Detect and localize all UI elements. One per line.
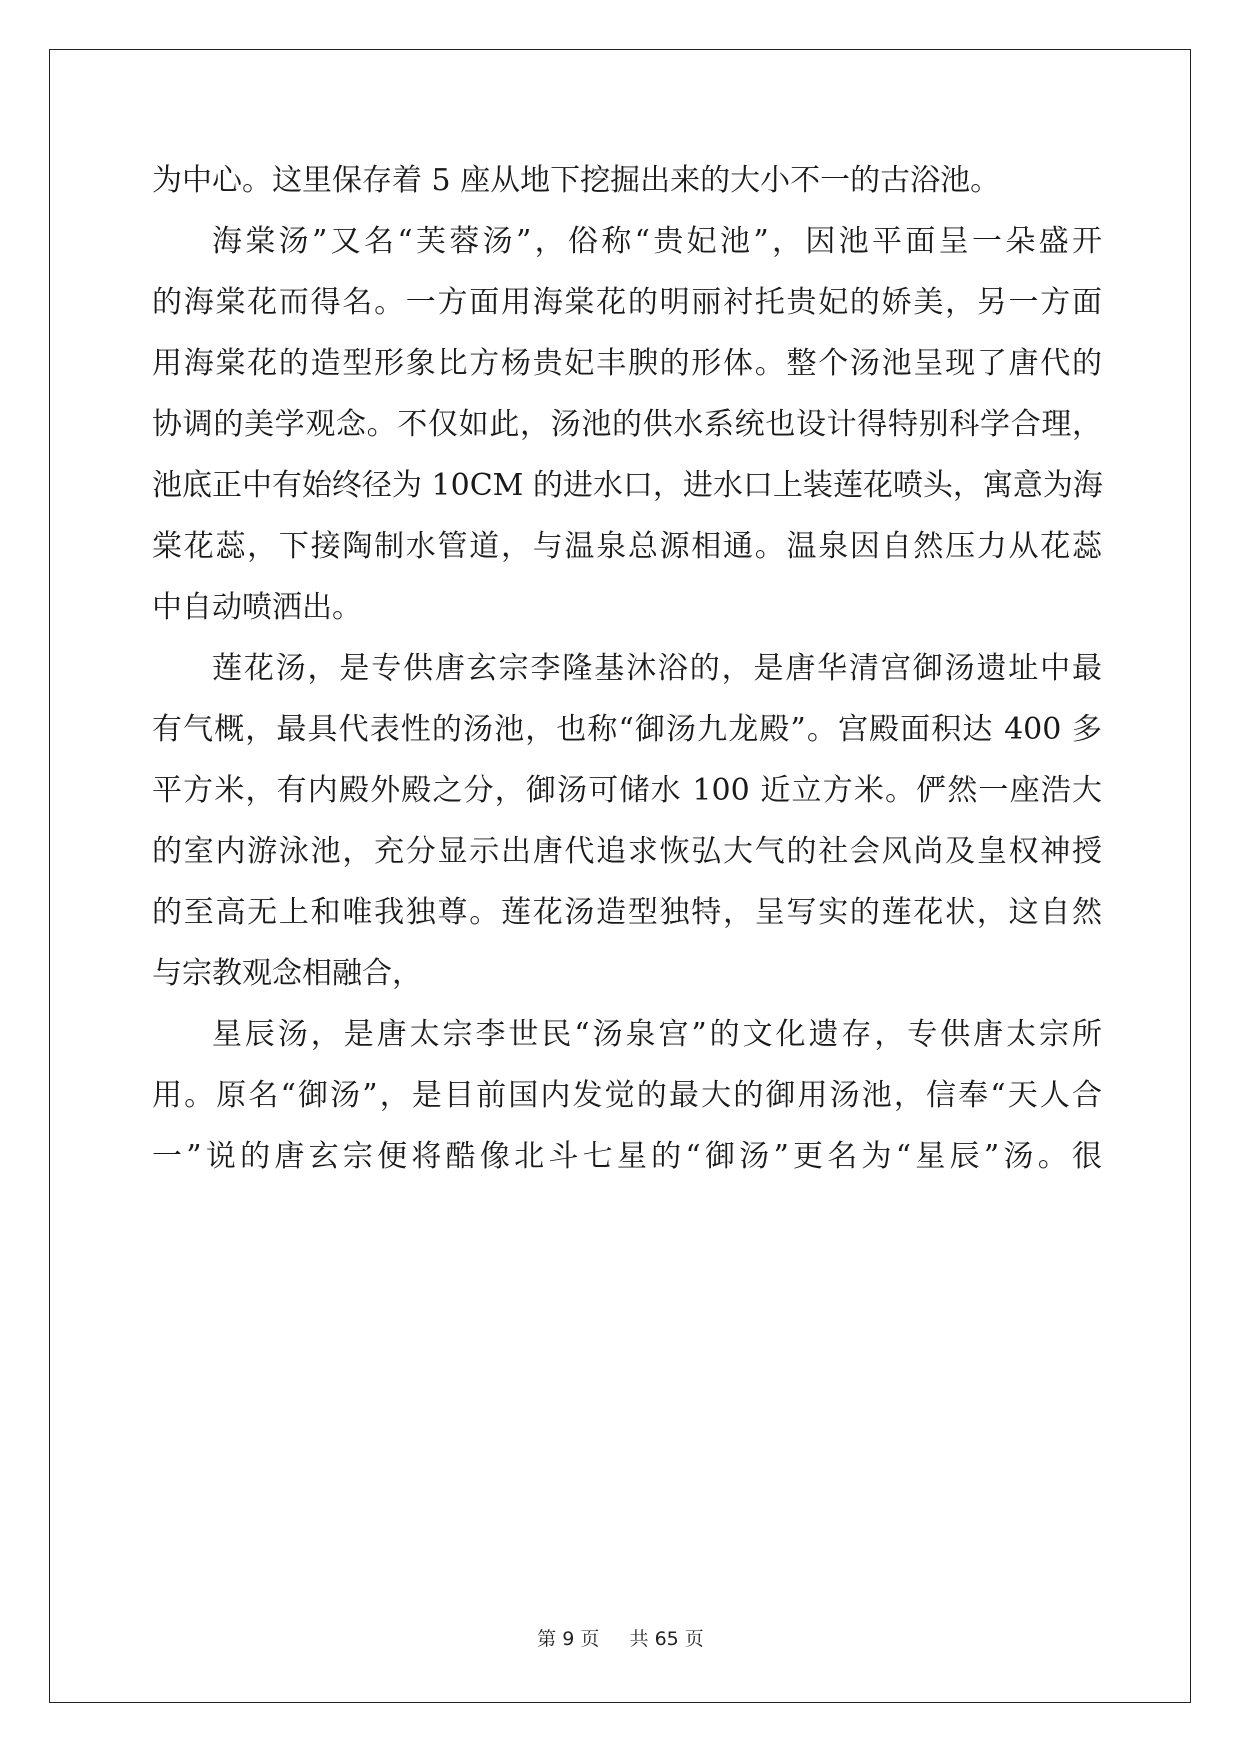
paragraph-gap [152, 1116, 1102, 1136]
paragraph-gap [152, 323, 1102, 343]
text-line: 棠花蕊，下接陶制水管道，与温泉总源相通。温泉因自然压力从花蕊 [152, 529, 1102, 564]
text-line: 的室内游泳池，充分显示出唐代追求恢弘大气的社会风尚及皇权神授 [152, 834, 1102, 869]
paragraph-gap [152, 262, 1102, 282]
text-line: 莲花汤，是专供唐玄宗李隆基沐浴的，是唐华清宫御汤遗址中最 [212, 651, 1102, 686]
text-line: 中自动喷洒出。 [152, 590, 362, 625]
paragraph-gap [152, 811, 1102, 831]
paragraph-gap [152, 933, 1102, 953]
paragraph-gap [152, 384, 1102, 404]
text-line: 的海棠花而得名。一方面用海棠花的明丽衬托贵妃的娇美，另一方面 [152, 285, 1102, 320]
paragraph-gap [152, 506, 1102, 526]
paragraph-gap [152, 872, 1102, 892]
page-total: 共 65 页 [629, 1628, 704, 1650]
page-footer [0, 1624, 1241, 1651]
text-line: 用海棠花的造型形象比方杨贵妃丰腴的形体。整个汤池呈现了唐代的 [152, 346, 1102, 381]
paragraph-gap [152, 1055, 1102, 1075]
page-number: 第 9 页 [537, 1628, 600, 1650]
text-line: 海棠汤”又名“芙蓉汤”，俗称“贵妃池”，因池平面呈一朵盛开 [212, 224, 1102, 259]
paragraph-gap [152, 689, 1102, 709]
paragraph-gap [152, 567, 1102, 587]
text-line: 有气概，最具代表性的汤池，也称“御汤九龙殿”。宫殿面积达 400 多 [152, 712, 1102, 747]
paragraph-gap [152, 994, 1102, 1014]
paragraph-gap [152, 750, 1102, 770]
text-line: 一”说的唐玄宗便将酷像北斗七星的“御汤”更名为“星辰”汤。很 [152, 1139, 1102, 1174]
text-line: 为中心。这里保存着 5 座从地下挖掘出来的大小不一的古浴池。 [152, 163, 1001, 198]
text-line: 用。原名“御汤”，是目前国内发觉的最大的御用汤池，信奉“天人合 [152, 1078, 1102, 1113]
text-line: 池底正中有始终径为 10CM 的进水口，进水口上装莲花喷头，寓意为海 [152, 468, 1103, 503]
paragraph-gap [152, 201, 1102, 221]
text-line: 的至高无上和唯我独尊。莲花汤造型独特，呈写实的莲花状，这自然 [152, 895, 1102, 930]
text-line: 协调的美学观念。不仅如此，汤池的供水系统也设计得特别科学合理， [152, 407, 1102, 442]
paragraph-gap [152, 445, 1102, 465]
text-line: 与宗教观念相融合， [152, 956, 422, 991]
document-body [152, 160, 1102, 1177]
text-line: 星辰汤，是唐太宗李世民“汤泉宫”的文化遗存，专供唐太宗所 [212, 1017, 1102, 1052]
paragraph-gap [152, 628, 1102, 648]
text-line: 平方米，有内殿外殿之分，御汤可储水 100 近立方米。俨然一座浩大 [152, 773, 1102, 808]
